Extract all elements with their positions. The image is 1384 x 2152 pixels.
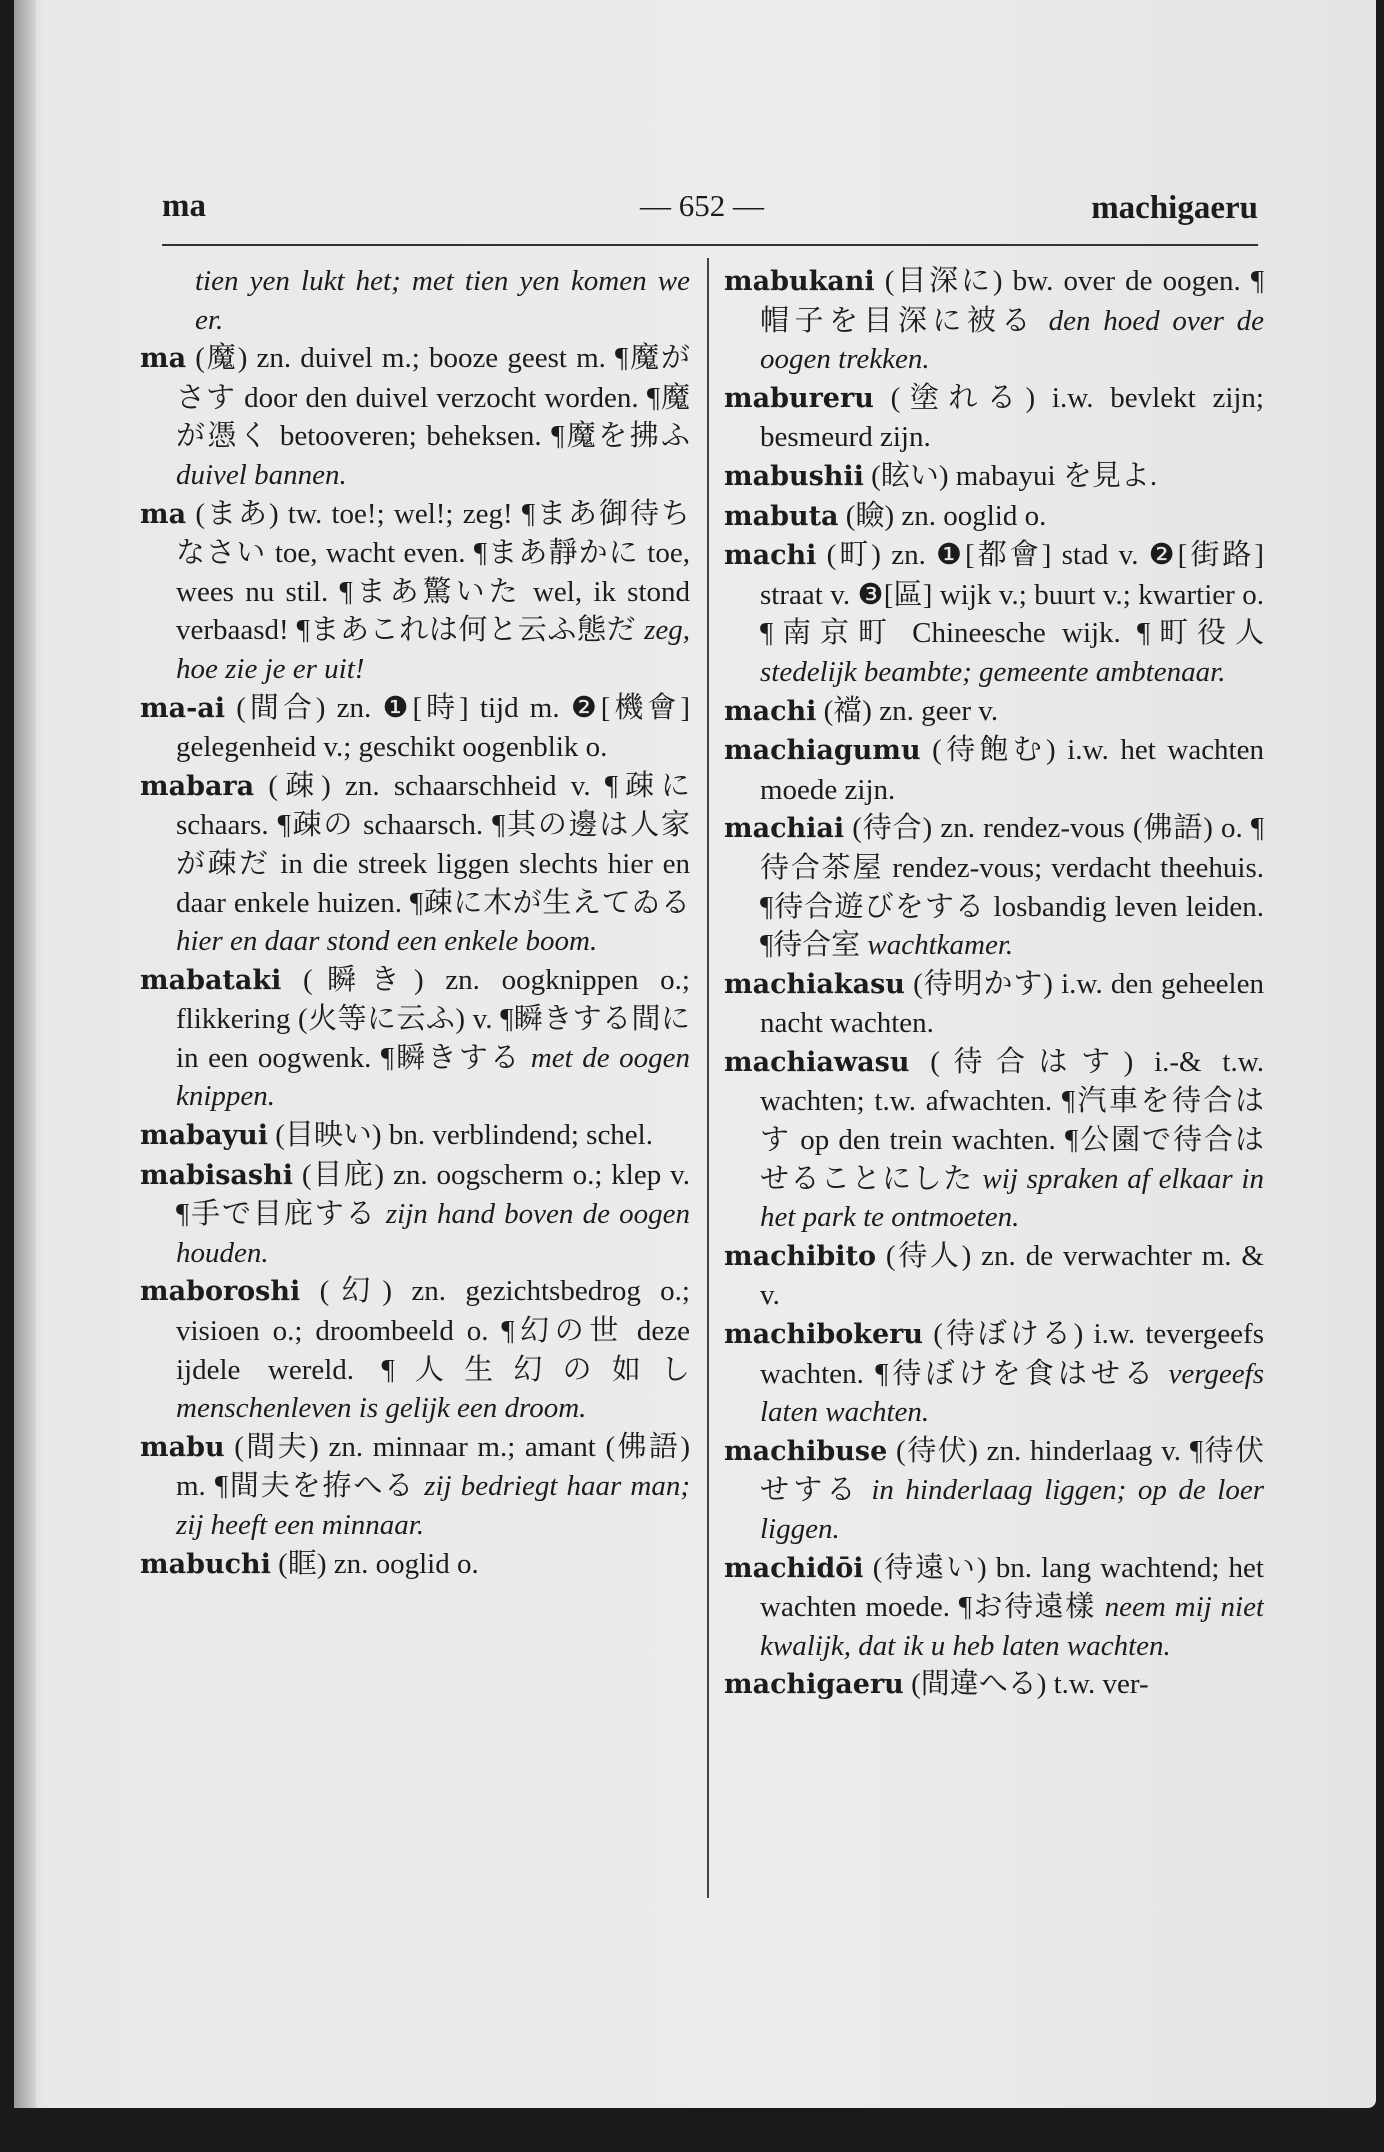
headword: mabuchi [140,1548,271,1580]
headword: machibokeru [724,1319,924,1351]
example-translation: menschenleven is gelijk een droom. [176,1392,587,1425]
example-translation: stedelijk beambte; gemeente ambtenaar. [760,655,1226,688]
page-number: — 652 — [640,188,764,223]
page-header [150,188,1258,236]
headword: ma-ai [140,692,226,724]
definition-text: (塗れる) i.w. bevlekt zijn; besmeurd zijn. [760,381,1264,454]
dictionary-entry [140,1272,690,1427]
dictionary-entry [724,1237,1264,1315]
example-translation: wij spraken af elkaar in het park te ontmoeten. [760,1162,1264,1234]
definition-text: (待飽む) i.w. het wachten moede zijn. [760,734,1264,806]
definition-text: (襠) zn. geer v. [816,694,999,727]
dictionary-entry [724,457,1264,497]
definition-text: (魔) zn. duivel m.; booze geest m. ¶魔がさす door den duivel verzocht worden. ¶魔が憑く betooveren; beheksen. ¶魔を拂ふ [176,342,690,453]
headword: machibuse [724,1435,888,1467]
definition-text: (まあ) tw. toe!; wel!; zeg! ¶まあ御待ちなさい toe, wacht even. ¶まあ靜かに toe, wees nu stil. ¶まあ驚いた wel, ik stond verbaasd! ¶まあこれは何と云ふ態だ [176,497,690,647]
dictionary-entry [140,262,690,339]
example-translation: zeg, hoe zie je er uit! [176,614,690,685]
headword: mabataki [140,964,282,996]
headword: machiai [724,813,845,845]
headword: machi [724,540,817,572]
definition-text: (町) zn. ❶[都會] stad v. ❷[街路] straat v. ❸[區] wijk v.; buurt v.; kwartier o. ¶南京町 Chineesche wijk. ¶町役人 [760,539,1264,650]
definition-text: (眶) zn. ooglid o. [270,1547,479,1580]
definition-text: (待遠い) bn. lang wachtend; het wachten moede. ¶お待遠樣 [760,1551,1264,1624]
definition-text: (瞼) zn. ooglid o. [838,499,1047,532]
example-translation: duivel bannen. [176,458,347,491]
headword: machiawasu [724,1046,910,1078]
definition-text: (待ぼける) i.w. tevergeefs wachten. ¶待ぼけを食はせる [760,1318,1264,1390]
definition-text: (間夫) zn. minnaar m.; amant (佛語) m. ¶間夫を拵へる [176,1430,690,1503]
headword: machiagumu [724,735,921,767]
headword: ma [140,498,187,530]
headword: mabuta [724,500,839,532]
headword: mabureru [724,382,874,414]
definition-text: (待合) zn. rendez-vous (佛語) o. ¶待合茶屋 rendez-vous; verdacht theehuis. ¶待合遊びをする losbandig leven leiden. ¶待合室 [760,812,1264,962]
right-column [724,262,1264,1898]
dictionary-entry [140,767,690,961]
dictionary-entry [140,339,690,494]
dictionary-entry [724,965,1264,1043]
headword: mabisashi [140,1159,293,1191]
definition-text: (待人) zn. de verwachter m. & v. [760,1239,1264,1312]
example-translation: den hoed over de oogen trekken. [760,304,1264,376]
dictionary-entry [140,961,690,1116]
dictionary-entry [724,262,1264,379]
dictionary-entry [724,731,1264,809]
dictionary-entry [724,497,1264,537]
example-translation: in hinderlaag liggen; op de loer liggen. [760,1474,1264,1545]
example-translation: zijn hand boven de oogen houden. [176,1198,690,1269]
dictionary-entry [724,692,1264,732]
definition-text: (待伏) zn. hinderlaag v. ¶待伏せする [760,1434,1264,1507]
dictionary-entry [724,1432,1264,1549]
headword: machibito [724,1240,877,1272]
headword: mabara [140,770,255,802]
definition-text: (瞬き) zn. oogknippen o.; flikkering (火等に云ふ) v. ¶瞬きする間に in een oogwenk. ¶瞬きする [176,963,690,1074]
example-translation: neem mij niet kwalijk, dat ik u heb laten wachten. [760,1591,1264,1662]
guide-word-left: ma [162,188,206,224]
guide-word-right: machigaeru [1091,190,1258,226]
definition-text: (待明かす) i.w. den geheelen nacht wachten. [760,967,1264,1040]
example-translation: vergeefs laten wachten. [760,1357,1264,1429]
headword: mabushii [724,460,864,492]
definition-text: (疎) zn. schaarschheid v. ¶疎に schaars. ¶疎の schaarsch. ¶其の邊は人家が疎だ in die streek liggen slechts hier en daar enkele huizen. ¶疎に木が生えてゐる [176,769,690,919]
header-rule [162,244,1258,246]
definition-text: (眩い) mabayui を見よ. [863,459,1158,492]
dictionary-entry [724,536,1264,691]
definition-text: (間違へる) t.w. ver- [903,1668,1149,1701]
example-translation: zij bedriegt haar man; zij heeft een minnaar. [176,1470,690,1541]
headword: machidōi [724,1552,864,1584]
definition-text: (目深に) bw. over de oogen. ¶帽子を目深に被る [760,265,1264,337]
headword: mabayui [140,1120,269,1152]
dictionary-entry [140,1156,690,1273]
headword: machigaeru [724,1669,904,1701]
dictionary-entry [140,495,690,689]
page-binding-shadow [14,0,36,2108]
dictionary-entry [724,809,1264,964]
example-translation: hier en daar stond een enkele boom. [176,925,598,958]
headword: ma [140,343,187,375]
dictionary-entry [724,1549,1264,1666]
dictionary-entry [140,1428,690,1545]
example-translation: tien yen lukt het; met tien yen komen we er. [195,265,690,336]
definition-text: (目映い) bn. verblindend; schel. [268,1119,653,1152]
headword: mabu [140,1431,225,1463]
definition-text: (間合) zn. ❶[時] tijd m. ❷[機會] gelegenheid v.; geschikt oogenblik o. [176,691,690,764]
headword: machiakasu [724,968,905,1000]
dictionary-entry [140,1116,690,1156]
dictionary-entry [724,1043,1264,1237]
dictionary-entry [724,379,1264,457]
column-divider [707,258,709,1898]
headword: machi [724,695,817,727]
dictionary-entry [140,1545,690,1585]
example-translation: wachtkamer. [867,929,1014,962]
dictionary-entry [724,1315,1264,1432]
definition-text: (幻) zn. gezichtsbedrog o.; visioen o.; droombeeld o. ¶幻の世 deze ijdele wereld. ¶人生幻の如し [176,1275,690,1386]
headword: maboroshi [140,1276,301,1308]
left-column [140,262,690,1898]
dictionary-entry [140,689,690,767]
definition-text: (待合はす) i.-& t.w. wachten; t.w. afwachten. ¶汽車を待合はす op den trein wachten. ¶公園で待合はせることにした [760,1045,1264,1195]
example-translation: met de oogen knippen. [176,1041,690,1113]
definition-text: (目庇) zn. oogscherm o.; klep v. ¶手で目庇する [176,1158,690,1231]
headword: mabukani [724,266,875,297]
dictionary-entry [724,1665,1264,1705]
